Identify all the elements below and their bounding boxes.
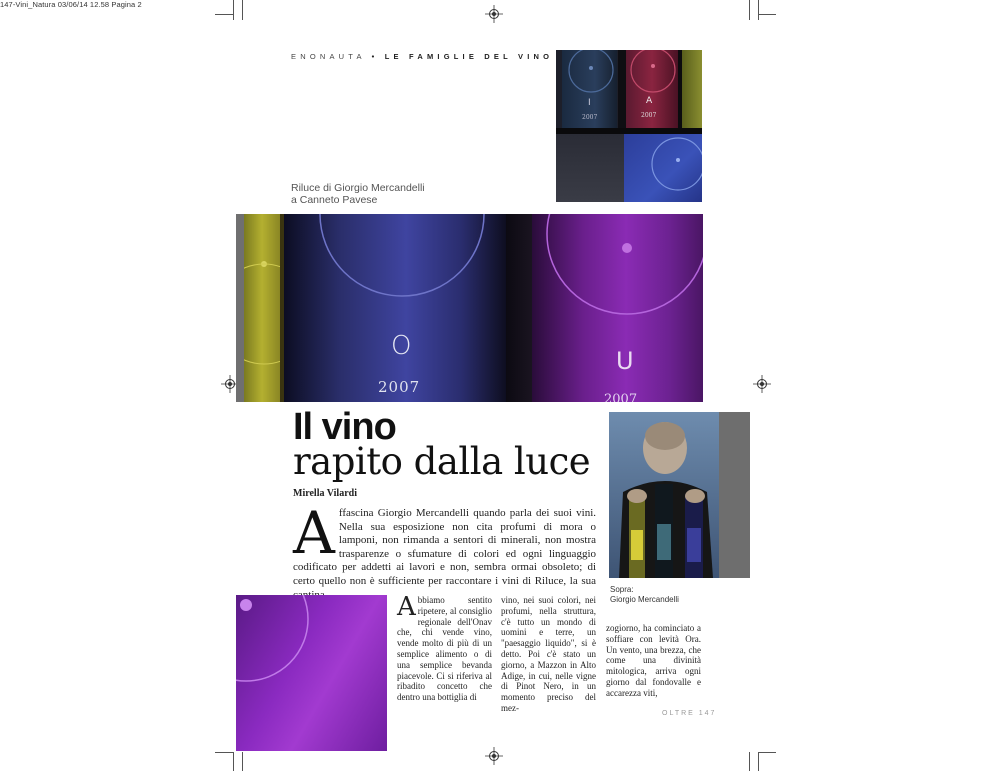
column-dropcap: A [397, 592, 416, 622]
section-name: ENONAUTA [291, 52, 366, 61]
column-3-text: zogiorno, ha cominciato a soffiare con levità Ora. Un vento, una brezza, che come una divinità mitologica, arriva ogni giorno dal fondovalle e accarezza viti, [606, 623, 701, 698]
caption-line-2: a Canneto Pavese [291, 194, 378, 206]
portrait-caption-line-1: Sopra: [610, 585, 634, 594]
article-author: Mirella Vilardi [293, 488, 357, 499]
bottle-o-letter: O [391, 331, 412, 361]
registration-mark-bottom [485, 747, 503, 765]
bottle-o-year: 2007 [378, 378, 421, 396]
registration-mark-top [485, 5, 503, 23]
header-separator: • [371, 52, 379, 61]
bottle-a-letter: A [646, 96, 653, 106]
column-2-text: vino, nei suoi colori, nei profumi, nella struttura, c'è tutto un mondo di uomini e terre, un "paesaggio liquido", si è detto. Poi c'è stato un giorno, a Mazzon in Alto Adige, in cui, nelle vigne di Pinot Nero, in un momento preciso del mez- [501, 595, 596, 713]
bottle-u-letter: U [616, 347, 634, 375]
purple-bottle-detail-photo [236, 595, 387, 751]
caption-line-1: Riluce di Giorgio Mercandelli [291, 182, 425, 194]
bottles-photo-large [236, 214, 703, 402]
bottle-u-year: 2007 [604, 392, 638, 402]
article-title-line-1: Il vino [293, 406, 396, 448]
portrait-caption-line-2: Giorgio Mercandelli [610, 594, 679, 604]
registration-mark-right [753, 375, 771, 393]
body-column-2 [501, 595, 596, 714]
file-slug: 147-Vini_Natura 03/06/14 12.58 Pagina 2 [0, 0, 142, 9]
section-title: LE FAMIGLIE DEL VINO [384, 52, 554, 61]
photo-caption [291, 182, 425, 206]
body-column-3 [606, 623, 701, 699]
lead-paragraph [293, 499, 596, 602]
body-column-1 [397, 592, 492, 703]
page-footer: OLTRE 147 [662, 710, 717, 717]
section-header [291, 52, 553, 61]
bottles-photo-small [556, 50, 702, 202]
bottle-i-year: 2007 [582, 114, 598, 121]
column-1-text: bbiamo sentito ripetere, al consiglio regionale dell'Onav che, chi vende vino, vende molto di più di un semplice alimento o di una semplice bevanda piacevole. Ci si riferiva al ribadito concetto che dentro una bottiglia di [397, 595, 492, 703]
portrait-photo [609, 412, 750, 578]
bottle-i-letter: I [588, 98, 591, 108]
bottle-a-year: 2007 [641, 112, 657, 119]
lead-text: ffascina Giorgio Mercandelli quando parla dei suoi vini. Nella sua esposizione non cita profumi di mora o lamponi, non rimanda a sentori di minerali, non mostra trasparenze o sfumature di colori ed ogni linguaggio codificato per addetti ai lavori e non, sembra ormai obsoleto; di certo quello non è sufficiente per raccontare i vini di Riluce, la sua [293, 507, 596, 587]
lead-dropcap: A [293, 499, 335, 567]
portrait-caption [610, 585, 679, 604]
article-title-line-2: rapito dalla luce [293, 440, 591, 483]
